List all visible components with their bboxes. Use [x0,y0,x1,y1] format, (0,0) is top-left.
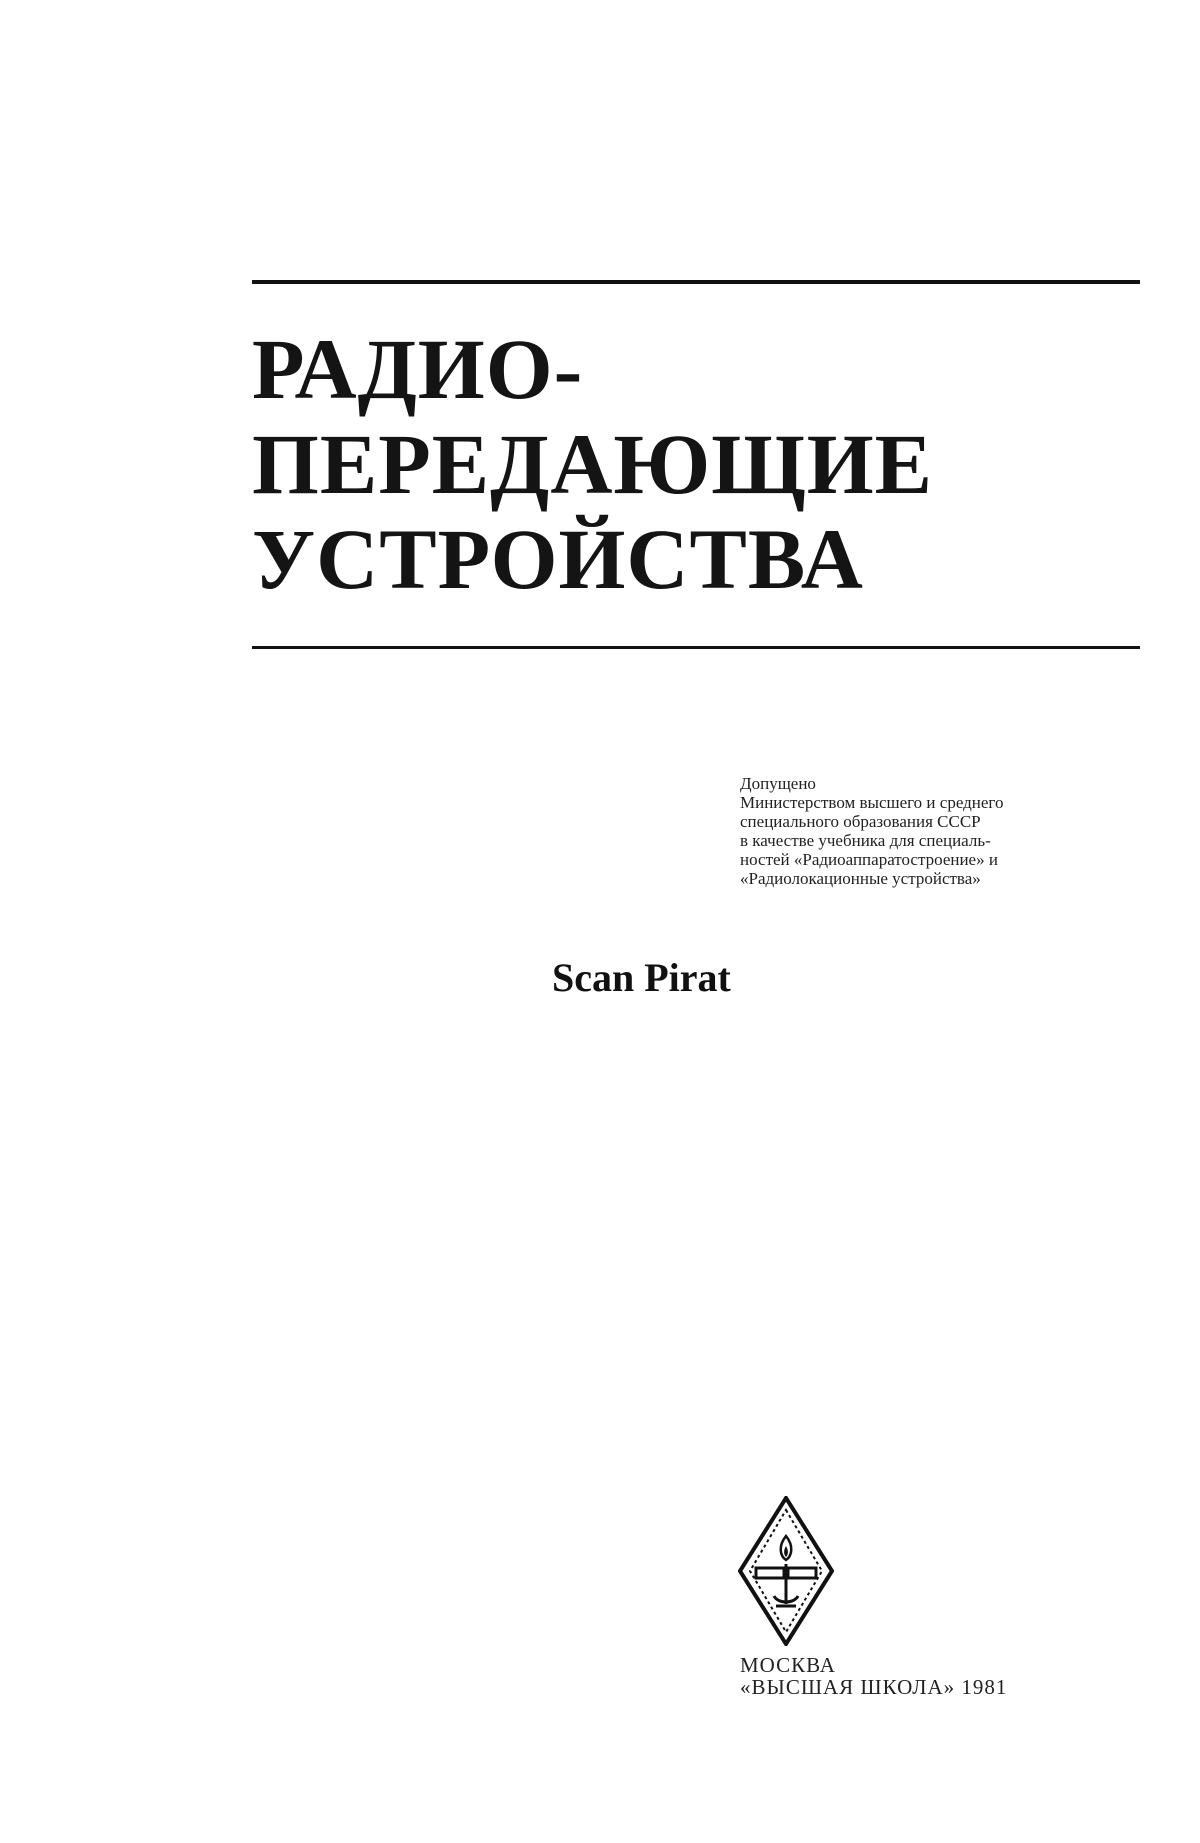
publisher-name-year: «ВЫСШАЯ ШКОЛА» 1981 [740,1675,1008,1699]
publisher-city: МОСКВА [740,1653,836,1677]
title-line-1: РАДИО- [252,321,584,417]
approval-note [740,774,1140,888]
top-rule [252,280,1140,284]
approval-line-1: Допущено [740,774,816,793]
approval-line-5: ностей «Радиоаппаратостроение» и [740,850,998,869]
approval-line-3: специального образования СССР [740,812,981,831]
bottom-rule [252,646,1140,649]
title-line-2: ПЕРЕДАЮЩИЕ [252,416,933,512]
book-title [252,322,1152,607]
title-line-3: УСТРОЙСТВА [252,511,864,607]
publisher-info [740,1654,1007,1698]
approval-line-2: Министерством высшего и среднего [740,793,1004,812]
approval-line-6: «Радиолокационные устройства» [740,869,981,888]
approval-line-4: в качестве учебника для специаль- [740,831,991,850]
publisher-logo-icon [738,1496,834,1646]
scan-watermark: Scan Pirat [552,955,731,1000]
